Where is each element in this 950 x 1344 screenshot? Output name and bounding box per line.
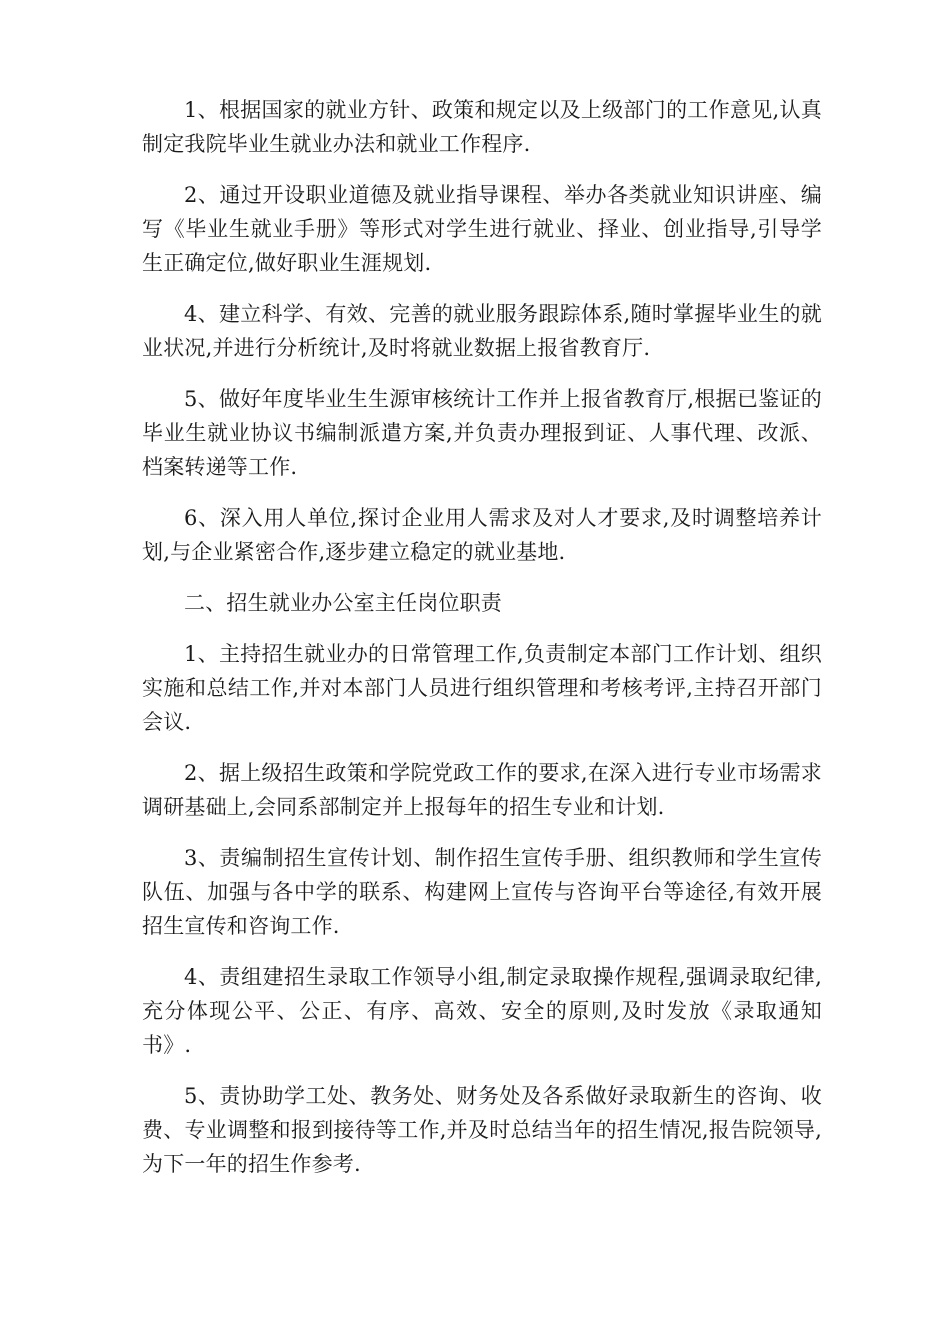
paragraph-employment-item-2: 2、通过开设职业道德及就业指导课程、举办各类就业知识讲座、编写《毕业生就业手册》等形式对学生进行就业、择业、创业指导,引导学生正确定位,做好职业生涯规划. [142, 183, 822, 275]
paragraph-employment-item-5: 5、做好年度毕业生生源审核统计工作并上报省教育厅,根据已鉴证的毕业生就业协议书编制派遣方案,并负责办理报到证、人事代理、改派、档案转递等工作. [142, 387, 822, 479]
document-body [142, 93, 822, 1198]
paragraph-employment-item-6: 6、深入用人单位,探讨企业用人需求及对人才要求,及时调整培养计划,与企业紧密合作,逐步建立稳定的就业基地. [142, 506, 822, 564]
paragraph-director-item-1: 1、主持招生就业办的日常管理工作,负责制定本部门工作计划、组织实施和总结工作,并对本部门人员进行组织管理和考核考评,主持召开部门会议. [142, 642, 822, 734]
paragraph-employment-item-1: 1、根据国家的就业方针、政策和规定以及上级部门的工作意见,认真制定我院毕业生就业办法和就业工作程序. [142, 98, 822, 156]
paragraph-employment-item-4: 4、建立科学、有效、完善的就业服务跟踪体系,随时掌握毕业生的就业状况,并进行分析统计,及时将就业数据上报省教育厅. [142, 302, 822, 360]
paragraph-director-item-2: 2、据上级招生政策和学院党政工作的要求,在深入进行专业市场需求调研基础上,会同系部制定并上报每年的招生专业和计划. [142, 761, 822, 819]
paragraph-director-item-5: 5、责协助学工处、教务处、财务处及各系做好录取新生的咨询、收费、专业调整和报到接待等工作,并及时总结当年的招生情况,报告院领导,为下一年的招生作参考. [142, 1084, 822, 1176]
paragraph-director-item-3: 3、责编制招生宣传计划、制作招生宣传手册、组织教师和学生宣传队伍、加强与各中学的联系、构建网上宣传与咨询平台等途径,有效开展招生宣传和咨询工作. [142, 846, 822, 938]
paragraph-director-item-4: 4、责组建招生录取工作领导小组,制定录取操作规程,强调录取纪律,充分体现公平、公正、有序、高效、安全的原则,及时发放《录取通知书》. [142, 965, 822, 1057]
section-heading-director-duties: 二、招生就业办公室主任岗位职责 [184, 591, 502, 615]
